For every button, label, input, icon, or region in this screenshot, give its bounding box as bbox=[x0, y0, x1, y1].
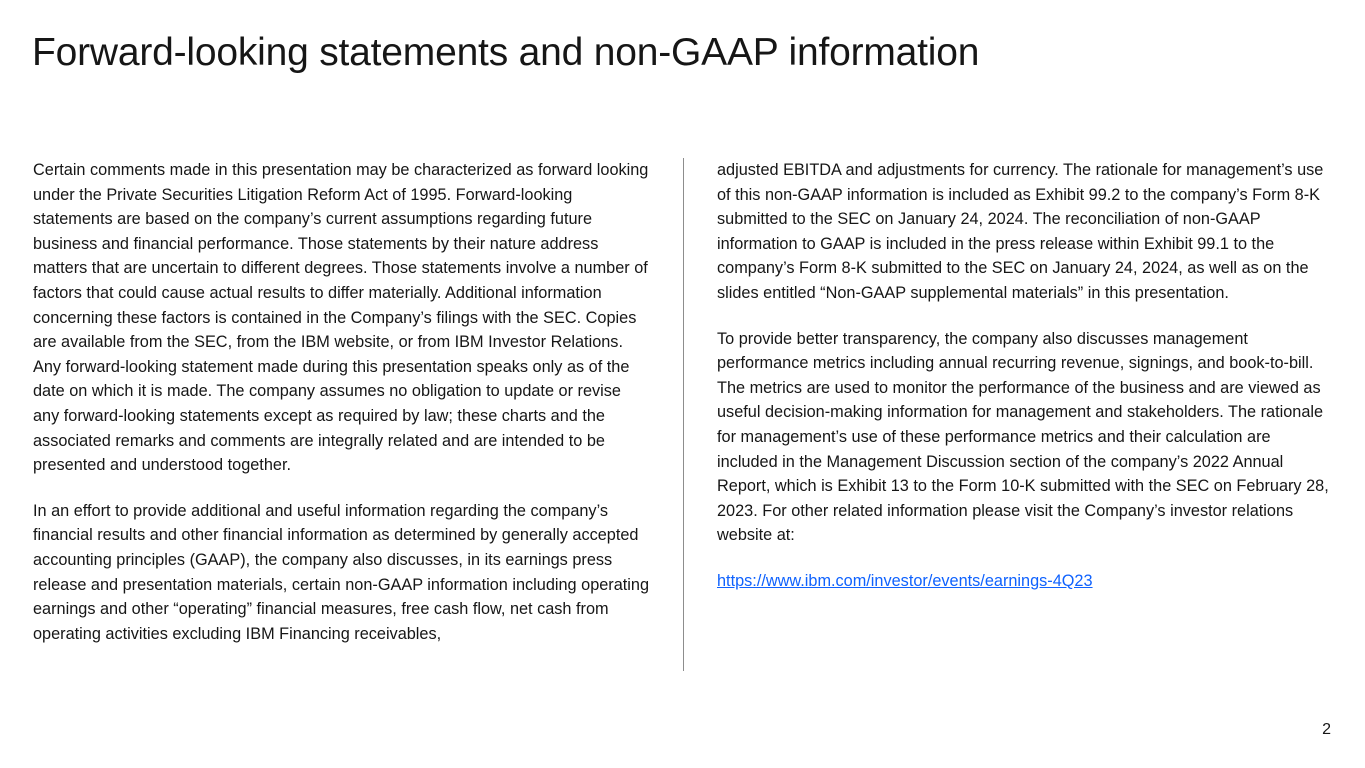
non-gaap-paragraph: In an effort to provide additional and useful information regarding the company’s financial results and other financial information as determined by generally accepted accounting principles (GAAP), the company also discusses, in its earnings press release and presentation materials, certain non-GAAP information including operating earnings and other “operating” financial measures, free cash flow, net cash from operating activities excluding IBM Financing receivables, bbox=[33, 501, 650, 643]
investor-relations-link[interactable]: https://www.ibm.com/investor/events/earnings-4Q23 bbox=[717, 571, 1093, 590]
left-text-column bbox=[33, 158, 651, 667]
right-text-column bbox=[717, 158, 1335, 615]
page-number: 2 bbox=[1322, 721, 1331, 738]
forward-looking-paragraph: Certain comments made in this presentation may be characterized as forward looking under the Private Securities Litigation Reform Act of 1995. Forward-looking statements are based on the company’s current assumptions regarding future business and financial performance. Those statements by their nature address matters that are uncertain to different degrees. Those statements involve a number of factors that could cause actual results to differ materially. Additional information concerning these factors is contained in the Company’s filings with the SEC. Copies are available from the SEC, from the IBM website, or from IBM Investor Relations. Any forward-looking statement made during this presentation speaks only as of the date on which it is made. The company assumes no obligation to update or revise any forward-looking statements except as required by law; these charts and the associated remarks and comments are integrally related and are intended to be presented and understood together. bbox=[33, 161, 649, 475]
performance-metrics-paragraph: To provide better transparency, the company also discusses management performance metrics including annual recurring revenue, signings, and book-to-bill. The metrics are used to monitor the performance of the business and are viewed as useful decision-making information for management and stakeholders. The rationale for management’s use of these performance metrics and their calculation are included in the Management Discussion section of the company’s 2022 Annual Report, which is Exhibit 13 to the Form 10-K submitted with the SEC on February 28, 2023. For other related information please visit the Company’s investor relations website at: bbox=[717, 329, 1329, 545]
page-title: Forward-looking statements and non-GAAP information bbox=[32, 31, 980, 74]
non-gaap-continued-paragraph: adjusted EBITDA and adjustments for currency. The rationale for management’s use of this non-GAAP information is included as Exhibit 99.2 to the company’s Form 8-K submitted to the SEC on January 24, 2024. The reconciliation of non-GAAP information to GAAP is included in the press release within Exhibit 99.1 to the company’s Form 8-K submitted to the SEC on January 24, 2024, as well as on the slides entitled “Non-GAAP supplemental materials” in this presentation. bbox=[717, 161, 1324, 302]
column-divider bbox=[683, 158, 684, 671]
